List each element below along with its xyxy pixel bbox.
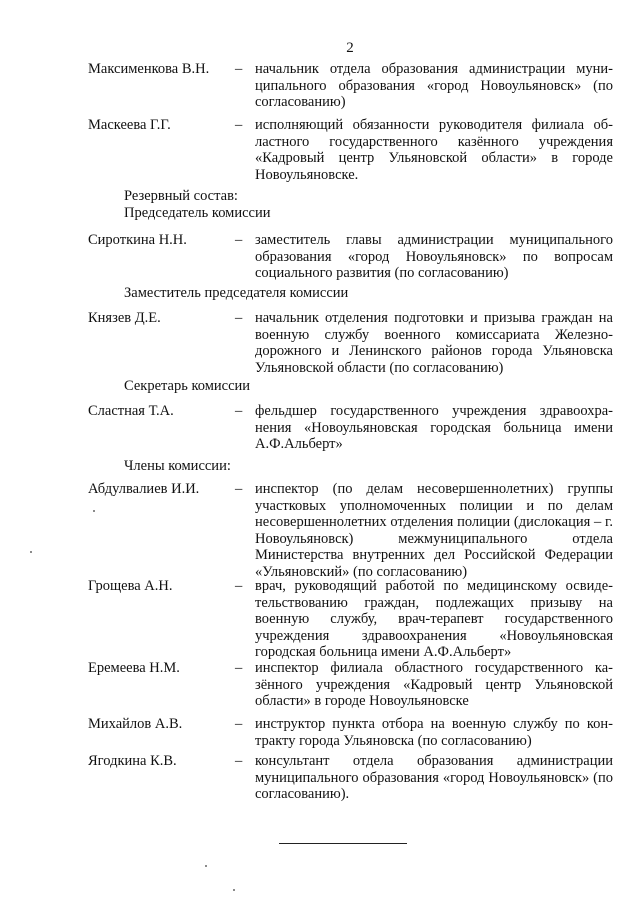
page-number: 2 [346, 40, 354, 56]
deputy-name: Князев Д.Е. [88, 310, 161, 326]
deputy-heading: Заместитель председателя комиссии [124, 285, 349, 301]
member-description-yagodkina: консультант отдела образования администрации муниципального образования «город Новоульяновск» (по согласованию). [255, 753, 613, 802]
member-dash: – [235, 578, 243, 594]
scan-speck [205, 865, 207, 867]
chairman-heading: Председатель комиссии [124, 205, 271, 221]
secretary-description: фельдшер государственного учреждения здравоохранения «Новоульяновская городская больница имени А.Ф.Альберт» [255, 403, 613, 452]
member-dash: – [235, 117, 243, 133]
member-name-eremeeva: Еремеева Н.М. [88, 660, 180, 676]
member-description-maskeeva: исполняющий обязанности руководителя филиала областного государственного казённого учреждения «Кадровый центр Ульяновской области» в городе Новоульяновске. [255, 117, 613, 183]
member-dash: – [235, 753, 243, 769]
chairman-description: заместитель главы администрации муниципального образования «город Новоульяновск» по вопросам социального развития (по согласованию) [255, 232, 613, 281]
scan-speck [30, 551, 32, 553]
member-name-maskeeva: Маскеева Г.Г. [88, 117, 171, 133]
member-description-abdulvaliev: инспектор (по делам несовершеннолетних) группы участковых уполномоченных полиции и по делам несовершеннолетних отделения полиции (дислокация – г. Новоульяновск) межмуниципального отдела Министерства внутренних дел Российской Федерации «Ульяновский» (по согласованию) [255, 481, 613, 580]
closing-rule [279, 843, 407, 844]
member-dash: – [235, 481, 243, 497]
member-name-yagodkina: Ягодкина К.В. [88, 753, 177, 769]
member-name-groshcheva: Грощева А.Н. [88, 578, 173, 594]
member-description-groshcheva: врач, руководящий работой по медицинскому освидетельствованию граждан, подлежащих призыву на военную службу, врач-терапевт государственного учреждения здравоохранения «Новоульяновская городская больница имени А.Ф.Альберт» [255, 578, 613, 660]
chairman-name: Сироткина Н.Н. [88, 232, 187, 248]
member-dash: – [235, 716, 243, 732]
member-description-maksimenkova: начальник отдела образования администрации муниципального образования «город Новоульяновск» (по согласованию) [255, 61, 613, 110]
member-dash: – [235, 232, 243, 248]
member-name-maksimenkova: Максименкова В.Н. [88, 61, 210, 77]
secretary-heading: Секретарь комиссии [124, 378, 251, 394]
scan-speck [233, 889, 235, 891]
scan-speck [93, 510, 95, 512]
member-dash: – [235, 403, 243, 419]
member-dash: – [235, 310, 243, 326]
member-dash: – [235, 660, 243, 676]
member-description-mikhailov: инструктор пункта отбора на военную службу по контракту города Ульяновска (по согласованию) [255, 716, 613, 749]
deputy-description: начальник отделения подготовки и призыва граждан на военную службу военного комиссариата Железнодорожного и Ленинского районов города Ульяновска Ульяновской области (по согласованию) [255, 310, 613, 376]
secretary-name: Сластная Т.А. [88, 403, 174, 419]
member-name-mikhailov: Михайлов А.В. [88, 716, 183, 732]
reserve-title: Резервный состав: [124, 188, 238, 204]
members-heading: Члены комиссии: [124, 458, 231, 474]
member-name-abdulvaliev: Абдулвалиев И.И. [88, 481, 200, 497]
member-dash: – [235, 61, 243, 77]
member-description-eremeeva: инспектор филиала областного государственного казённого учреждения «Кадровый центр Ульяновской области» в городе Новоульяновске [255, 660, 613, 709]
